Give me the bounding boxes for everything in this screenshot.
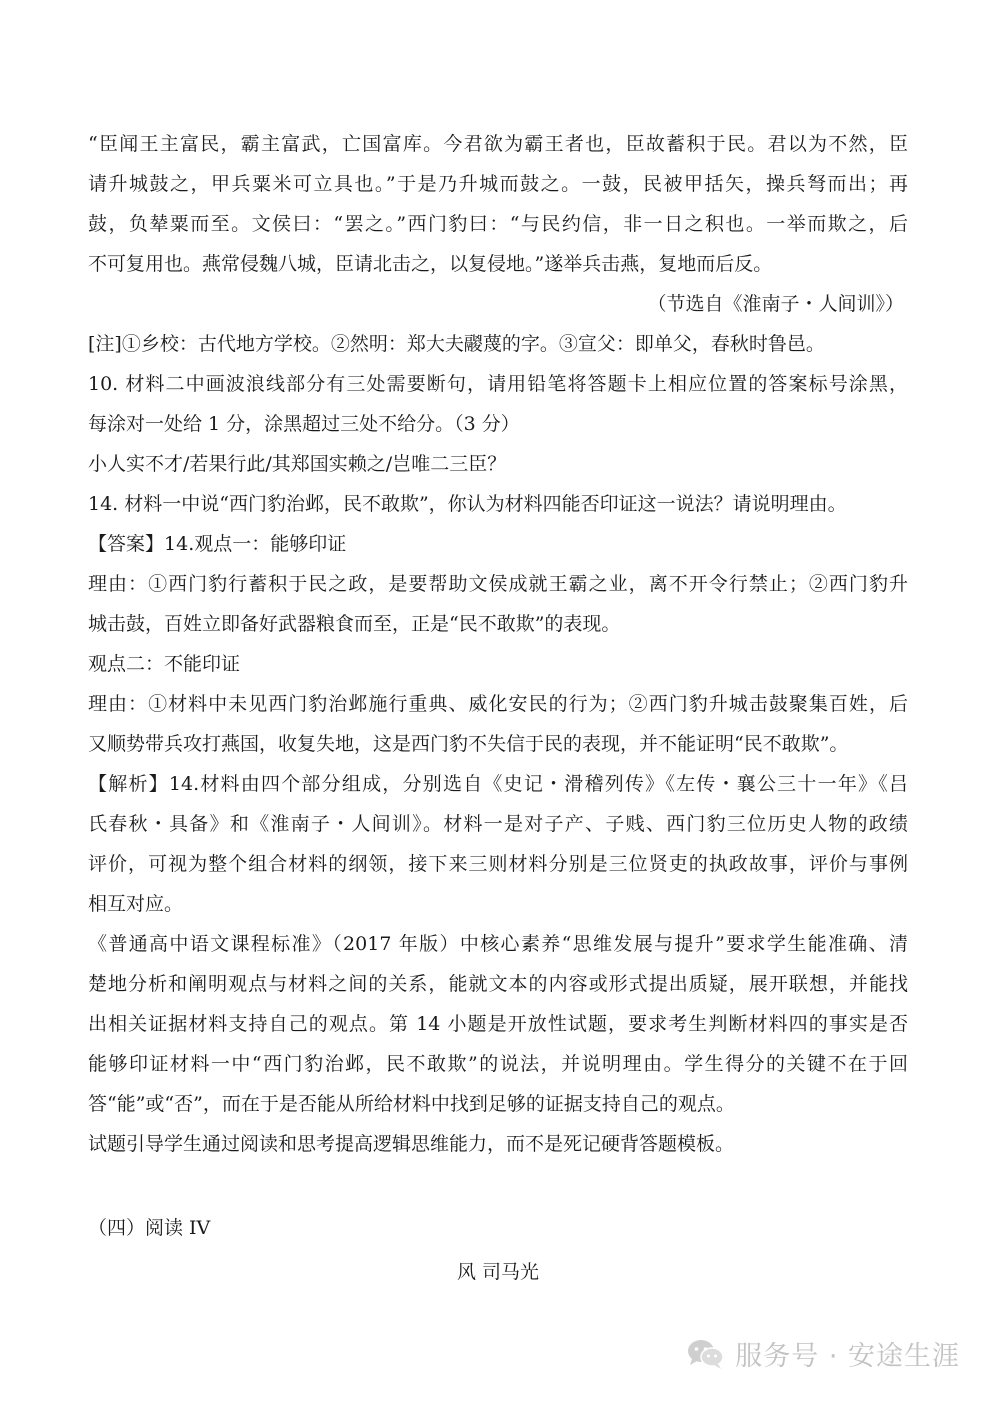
passage-line: “臣闻王主富民，霸主富武，亡国富库。今君欲为霸王者也，臣故蓄积于民。君以为不然，臣 bbox=[88, 133, 908, 155]
question-10-line: 10. 材料二中画波浪线部分有三处需要断句，请用铅笔将答题卡上相应位置的答案标号涂黑， bbox=[88, 373, 908, 395]
answer-head: 14.观点一：能够印证 bbox=[164, 533, 347, 555]
passage-line: 请升城鼓之，甲兵粟米可立具也。”于是乃升城而鼓之。一鼓，民被甲括矢，操兵弩而出；再 bbox=[88, 173, 908, 195]
view1-reason-line: 城击鼓，百姓立即备好武器粮食而至，正是“民不敢欺”的表现。 bbox=[88, 613, 621, 635]
material-four-passage bbox=[88, 124, 908, 324]
standard-line: 能够印证材料一中“西门豹治邺，民不敢欺”的说法，并说明理由。学生得分的关键不在于回 bbox=[88, 1053, 908, 1075]
document-content bbox=[88, 124, 908, 1292]
poem-title: 风 司马光 bbox=[456, 1261, 540, 1283]
annotation-note: [注]①乡校：古代地方学校。②然明：郑大夫鬷蔑的字。③宣父：即单父，春秋时鲁邑。 bbox=[88, 333, 825, 355]
question-14 bbox=[88, 484, 908, 1164]
view2-heading: 观点二：不能印证 bbox=[88, 653, 241, 675]
section-spacer bbox=[88, 1164, 908, 1208]
standard-line: 《普通高中语文课程标准》（2017 年版）中核心素养“思维发展与提升”要求学生能准确、清 bbox=[88, 933, 908, 955]
question-10 bbox=[88, 364, 908, 484]
analysis-line bbox=[88, 764, 908, 804]
view2-reason-line: 理由：①材料中未见西门豹治邺施行重典、威化安民的行为；②西门豹升城击鼓聚集百姓，后 bbox=[88, 693, 908, 715]
standard-line: 楚地分析和阐明观点与材料之间的关系，能就文本的内容或形式提出质疑，展开联想，并能找 bbox=[88, 973, 908, 995]
view2-reason-line: 又顺势带兵攻打燕国，收复失地，这是西门豹不失信于民的表现，并不能证明“民不敢欺”。 bbox=[88, 733, 849, 755]
question-10-line: 每涂对一处给 1 分，涂黑超过三处不给分。（3 分） bbox=[88, 413, 520, 435]
question-14-text: 14. 材料一中说“西门豹治邺，民不敢欺”，你认为材料四能否印证这一说法？请说明理由。 bbox=[88, 493, 847, 515]
wechat-icon bbox=[687, 1338, 725, 1370]
analysis-text: 14.材料由四个部分组成，分别选自《史记・滑稽列传》《左传・襄公三十一年》《吕 bbox=[168, 773, 908, 795]
answer-heading bbox=[88, 524, 908, 564]
conclusion-line: 试题引导学生通过阅读和思考提高逻辑思维能力，而不是死记硬背答题模板。 bbox=[88, 1133, 735, 1155]
passage-line: 不可复用也。燕常侵魏八城，臣请北击之，以复侵地。”遂举兵击燕，复地而后反。 bbox=[88, 253, 773, 275]
passage-line: 鼓，负辇粟而至。文侯曰：“罢之。”西门豹曰：“与民约信，非一日之积也。一举而欺之，后 bbox=[88, 213, 908, 235]
analysis-label: 【解析】 bbox=[88, 773, 169, 795]
analysis-line: 相互对应。 bbox=[88, 893, 184, 915]
view1-reason-line: 理由：①西门豹行蓄积于民之政，是要帮助文侯成就王霸之业，离不开令行禁止；②西门豹升 bbox=[88, 573, 908, 595]
passage-source: （节选自《淮南子・人间训》） bbox=[647, 293, 904, 315]
question-10-answer: 小人实不才/若果行此/其郑国实赖之/岂唯二三臣？ bbox=[88, 453, 507, 475]
answer-label: 【答案】 bbox=[88, 533, 165, 555]
section-heading: （四）阅读 IV bbox=[88, 1217, 211, 1239]
standard-line: 出相关证据材料支持自己的观点。第 14 小题是开放性试题，要求考生判断材料四的事实是否 bbox=[88, 1013, 908, 1035]
analysis-line: 评价，可视为整个组合材料的纲领，接下来三则材料分别是三位贤吏的执政故事，评价与事例 bbox=[88, 853, 908, 875]
watermark-text: 服务号 · 安途生涯 bbox=[735, 1341, 960, 1372]
watermark bbox=[687, 1334, 960, 1373]
analysis-line: 氏春秋・具备》和《淮南子・人间训》。材料一是对子产、子贱、西门豹三位历史人物的政绩 bbox=[88, 813, 908, 835]
standard-line: 答“能”或“否”，而在于是否能从所给材料中找到足够的证据支持自己的观点。 bbox=[88, 1093, 735, 1115]
